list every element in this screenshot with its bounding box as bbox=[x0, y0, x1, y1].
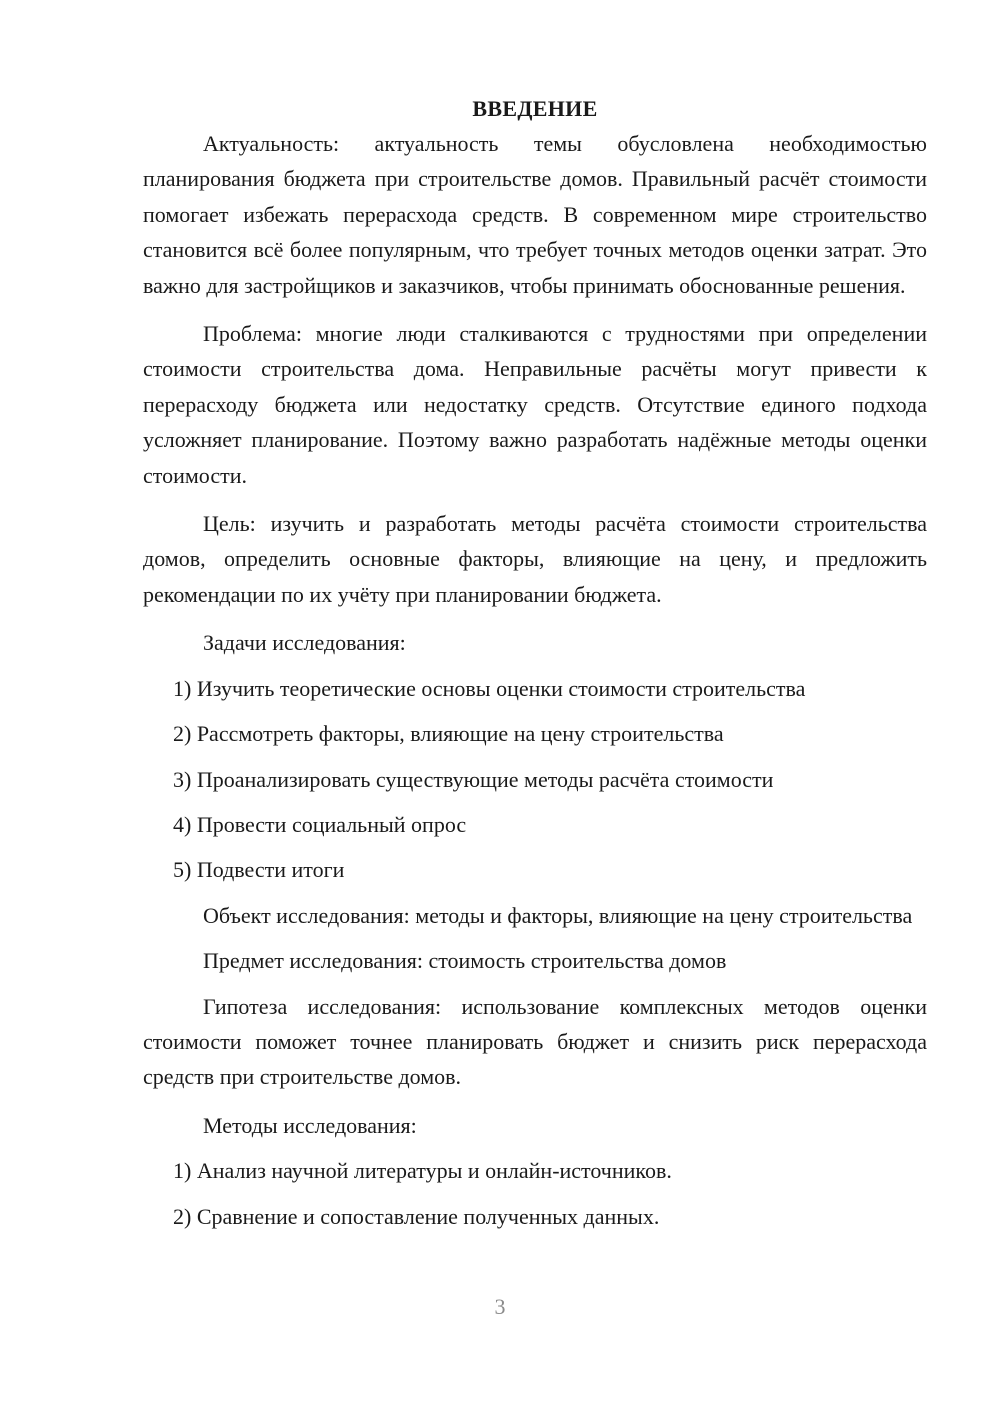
task-item: 1) Изучить теоретические основы оценки стоимости строительства bbox=[173, 675, 806, 701]
subject-paragraph: Предмет исследования: стоимость строительства домов bbox=[203, 948, 727, 974]
page-title: ВВЕДЕНИЕ bbox=[472, 96, 598, 121]
document-page bbox=[143, 92, 927, 1234]
object-paragraph: Объект исследования: методы и факторы, влияющие на цену строительства bbox=[203, 902, 913, 928]
method-item: 2) Сравнение и сопоставление полученных данных. bbox=[173, 1203, 660, 1229]
task-item: 2) Рассмотреть факторы, влияющие на цену строительства bbox=[173, 721, 724, 747]
method-item: 1) Анализ научной литературы и онлайн-источников. bbox=[173, 1158, 672, 1184]
page-number: 3 bbox=[494, 1294, 506, 1319]
methods-heading: Методы исследования: bbox=[203, 1112, 417, 1138]
problem-paragraph: Проблема: многие люди сталкиваются с трудностями при определении стоимости строительства дома. Неправильные расчёты могут привести к перерасходу бюджета или недостатку средств. Отсутствие единого подхода усложняет планирование. Поэтому важно разработать надёжные методы оценки стоимости. bbox=[143, 321, 927, 488]
task-item: 5) Подвести итоги bbox=[173, 857, 345, 883]
tasks-heading: Задачи исследования: bbox=[203, 630, 406, 656]
task-item: 4) Провести социальный опрос bbox=[173, 811, 467, 837]
hypothesis-paragraph: Гипотеза исследования: использование комплексных методов оценки стоимости поможет точнее планировать бюджет и снизить риск перерасхода средств при строительстве домов. bbox=[143, 993, 927, 1090]
task-item: 3) Проанализировать существующие методы расчёта стоимости bbox=[173, 766, 774, 792]
goal-paragraph: Цель: изучить и разработать методы расчёта стоимости строительства домов, определить основные факторы, влияющие на цену, и предложить рекомендации по их учёту при планировании бюджета. bbox=[143, 511, 927, 607]
relevance-paragraph: Актуальность: актуальность темы обусловлена необходимостью планирования бюджета при строительстве домов. Правильный расчёт стоимости помогает избежать перерасхода средств. В современном мире строительство становится всё более популярным, что требует точных методов оценки затрат. Это важно для застройщиков и заказчиков, чтобы принимать обоснованные решения. bbox=[143, 131, 927, 298]
